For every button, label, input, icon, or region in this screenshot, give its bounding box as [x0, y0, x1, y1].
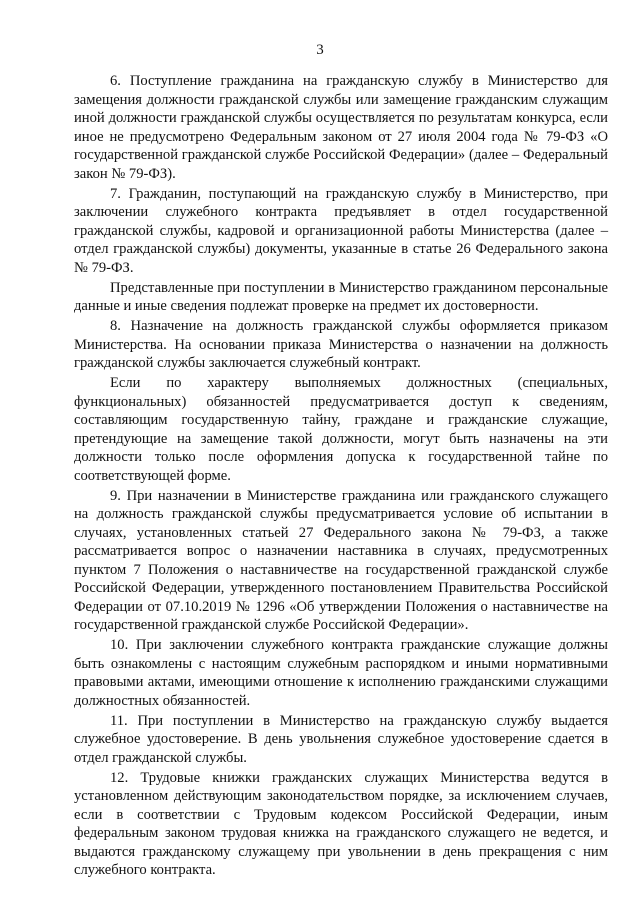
paragraph-state-secret-access: Если по характеру выполняемых должностных (специальных, функциональных) обязанностей предусматривается доступ к сведениям, составляющим государственную тайну, граждане и гражданские служащие, претендующие на замещение такой должности, могут быть назначены на эти должности только после оформления допуска к государственной тайне по соответствующей форме.: [74, 375, 608, 484]
paragraph-clause-11: 11. При поступлении в Министерство на гражданскую службу выдается служебное удостоверение. В день увольнения служебное удостоверение сдается в отдел гражданской службы.: [74, 712, 608, 766]
paragraph-personal-data-check: Представленные при поступлении в Министерство гражданином персональные данные и иные сведения подлежат проверке на предмет их достоверности.: [74, 279, 608, 314]
page-number: 3: [316, 42, 324, 58]
paragraph-clause-10: 10. При заключении служебного контракта гражданские служащие должны быть ознакомлены с настоящим служебным распорядком и иными нормативными правовыми актами, имеющими отношение к исполнению гражданскими служащими должностных обязанностей.: [74, 637, 608, 709]
paragraph-clause-8: 8. Назначение на должность гражданской службы оформляется приказом Министерства. На основании приказа Министерства о назначении на должность гражданской службы заключается служебный контракт.: [74, 318, 608, 371]
paragraph-clause-7: 7. Гражданин, поступающий на гражданскую службу в Министерство, при заключении служебного контракта предъявляет в отдел государственной гражданской службы, кадровой и организационной работы Министерства (далее – отдел гражданской службы) документы, указанные в статье 26 Федерального закона № 79-ФЗ.: [74, 185, 608, 276]
paragraph-clause-12: 12. Трудовые книжки гражданских служащих Министерства ведутся в установленном действующим законодательством порядке, за исключением случаев, если в соответствии с Трудовым кодексом Российской Федерации, иным федеральным законом трудовая книжка на гражданского служащего не ведется, и выдаются гражданскому служащему при увольнении в день прекращения с ним служебного контракта.: [74, 769, 608, 878]
paragraph-clause-9: 9. При назначении в Министерстве гражданина или гражданского служащего на должность гражданской службы предусматривается условие об испытании в случаях, установленных статьей 27 Федерального закона № 79-ФЗ, а также рассматривается вопрос о назначении наставника в случаях, предусмотренных пунктом 7 Положения о наставничестве на государственной гражданской службе Российской Федерации, утвержденного постановлением Правительства Российской Федерации от 07.10.2019 № 1296 «Об утверждении Положения о наставничестве на государственной гражданской службе Российской Федерации».: [74, 487, 608, 633]
document-body: [74, 72, 608, 880]
paragraph-clause-6: 6. Поступление гражданина на гражданскую службу в Министерство для замещения должности гражданской службы или замещение гражданским служащим иной должности гражданской службы осуществляется по результатам конкурса, если иное не предусмотрено Федеральным законом от 27 июля 2004 года № 79-ФЗ «О государственной гражданской службе Российской Федерации» (далее – Федеральный закон № 79-ФЗ).: [74, 73, 608, 182]
